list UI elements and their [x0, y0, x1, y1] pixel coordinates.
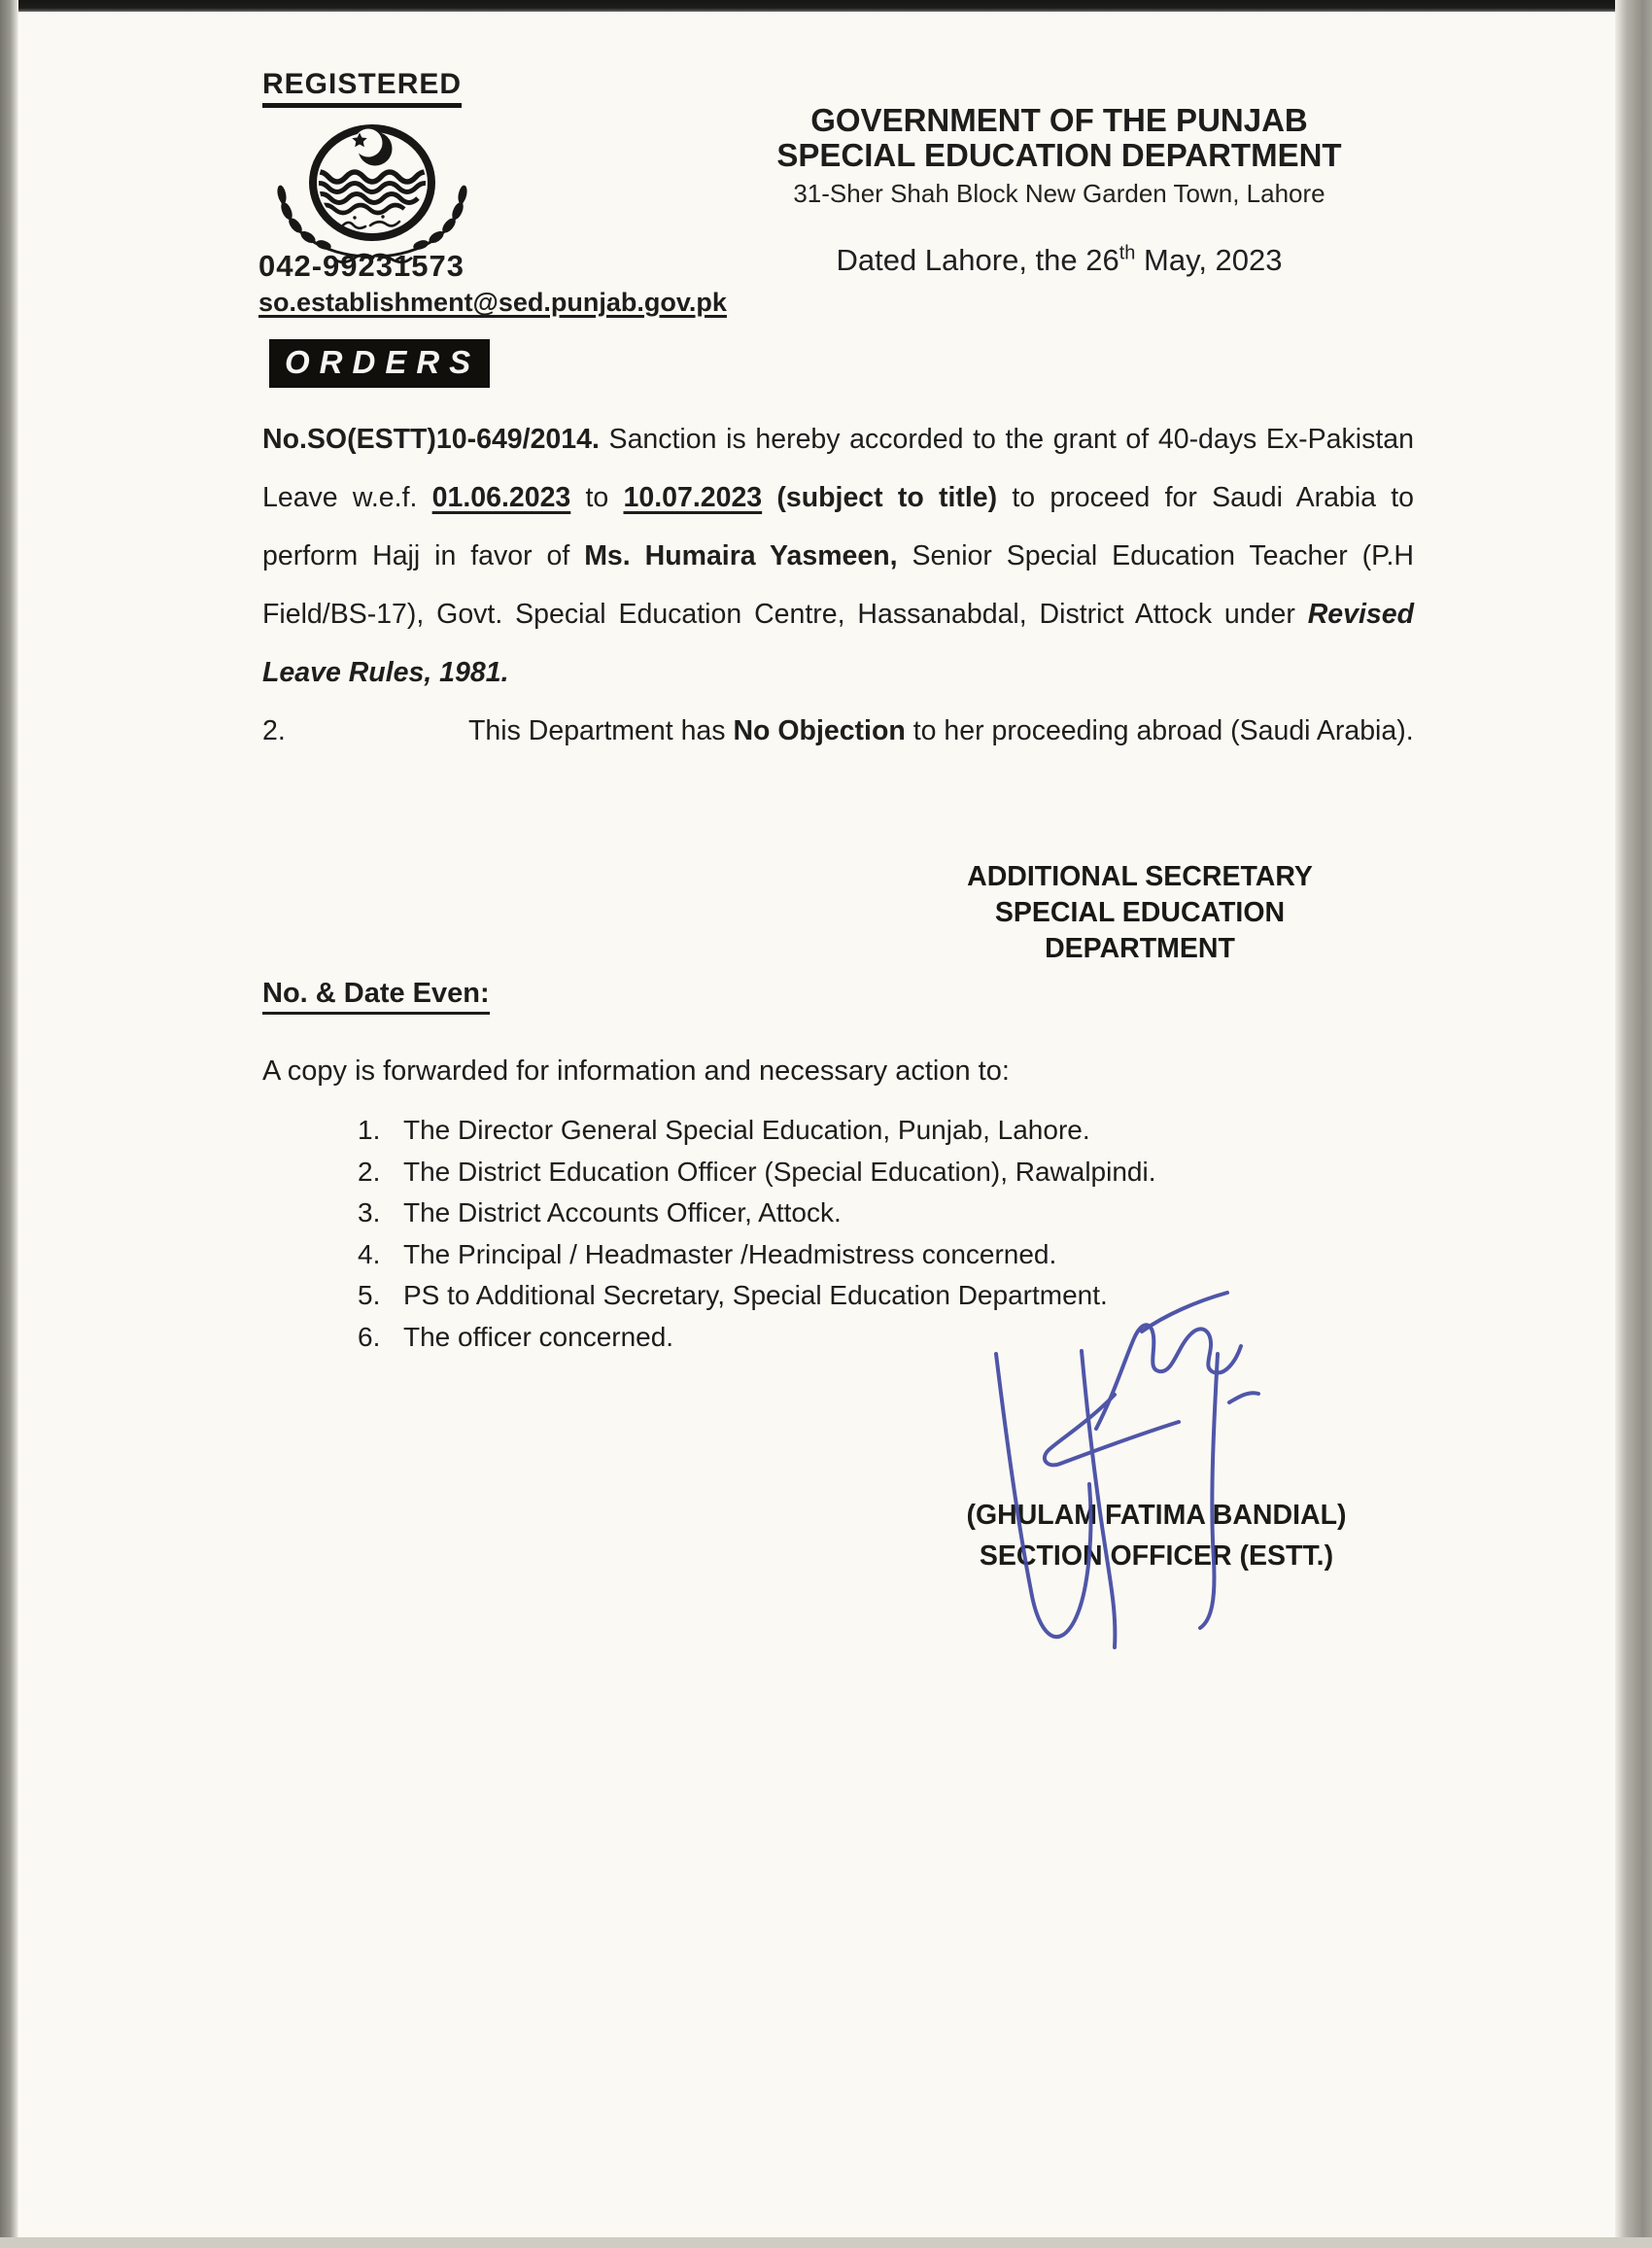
date-line	[739, 243, 1380, 278]
subject-to-title: (subject to title)	[776, 482, 998, 513]
list-item-number: 1.	[358, 1115, 381, 1145]
no-date-even-heading: No. & Date Even:	[262, 978, 490, 1015]
list-item-number: 5.	[358, 1280, 381, 1310]
list-item-number: 6.	[358, 1321, 381, 1352]
signatory-line: ADDITIONAL SECRETARY	[967, 861, 1313, 892]
scan-edge-bottom	[0, 2237, 1652, 2248]
signer-name: (GHULAM FATIMA BANDIAL)	[966, 1500, 1347, 1531]
date-text-suffix: May, 2023	[1135, 243, 1283, 277]
paragraph-text: to proceed for Saudi Arabia to perform Hajj in favor of	[262, 482, 1414, 571]
signatory-designation-block	[897, 859, 1383, 967]
list-item	[358, 1152, 1156, 1193]
list-item-text: The District Education Officer (Special Education), Rawalpindi.	[403, 1156, 1156, 1187]
paragraph-text: This Department has	[468, 715, 734, 746]
signature-ink-icon	[957, 1278, 1278, 1677]
list-item-number: 3.	[358, 1197, 381, 1228]
letterhead	[739, 103, 1380, 211]
email-address: so.establishment@sed.punjab.gov.pk	[258, 288, 727, 317]
order-paragraph	[262, 410, 1414, 702]
list-item-text: The officer concerned.	[403, 1321, 674, 1352]
copy-forwarded-line: A copy is forwarded for information and necessary action to:	[262, 1055, 1010, 1087]
signer-title: SECTION OFFICER (ESTT.)	[979, 1540, 1334, 1572]
orders-heading	[269, 344, 490, 388]
no-objection-paragraph	[262, 702, 1414, 760]
government-title: GOVERNMENT OF THE PUNJAB	[810, 102, 1308, 138]
list-item-text: The Principal / Headmaster /Headmistress concerned.	[403, 1238, 1057, 1269]
scan-edge-top	[0, 0, 1652, 12]
department-title: SPECIAL EDUCATION DEPARTMENT	[776, 137, 1342, 173]
leave-rules-reference: Revised Leave Rules, 1981.	[262, 599, 1414, 688]
scan-edge-left	[0, 0, 18, 2248]
list-item-text: The Director General Special Education, Punjab, Lahore.	[403, 1115, 1090, 1145]
list-item-text: The District Accounts Officer, Attock.	[403, 1197, 842, 1228]
leave-start-date: 01.06.2023	[431, 482, 571, 513]
scan-edge-right	[1615, 0, 1652, 2248]
date-text: Dated Lahore, the 26	[836, 243, 1119, 277]
paragraph-number: 2.	[262, 715, 286, 746]
registered-label: REGISTERED	[262, 68, 462, 108]
punjab-crest-icon	[243, 100, 488, 273]
leave-end-date: 10.07.2023	[623, 482, 763, 513]
list-item	[358, 1110, 1156, 1152]
list-item	[358, 1193, 1156, 1234]
paragraph-text: Senior Special Education Teacher (P.H Field/BS-17), Govt. Special Education Centre, Hassanabdal, District Attock under	[262, 540, 1414, 630]
paragraph-text: to her proceeding abroad (Saudi Arabia).	[905, 715, 1414, 746]
list-item	[358, 1234, 1156, 1276]
department-address: 31-Sher Shah Block New Garden Town, Lahore	[793, 179, 1325, 208]
signatory-line: SPECIAL EDUCATION	[994, 897, 1286, 928]
phone-number: 042-99231573	[258, 249, 465, 283]
list-item-number: 4.	[358, 1238, 381, 1269]
signatory-line: DEPARTMENT	[1045, 933, 1235, 964]
orders-heading-label: ORDERS	[269, 339, 490, 388]
paragraph-text: Sanction is hereby accorded to the grant of 40-days Ex-Pakistan Leave w.e.f.	[262, 424, 1414, 513]
officer-name: Ms. Humaira Yasmeen,	[584, 540, 898, 571]
no-objection-label: No Objection	[733, 715, 906, 746]
reference-number: No.SO(ESTT)10-649/2014.	[262, 424, 600, 455]
list-item-number: 2.	[358, 1156, 381, 1187]
paragraph-text	[762, 482, 776, 513]
list-item-text: PS to Additional Secretary, Special Education Department.	[403, 1280, 1108, 1310]
date-ordinal-suffix: th	[1119, 242, 1136, 264]
paragraph-text: to	[570, 482, 624, 513]
